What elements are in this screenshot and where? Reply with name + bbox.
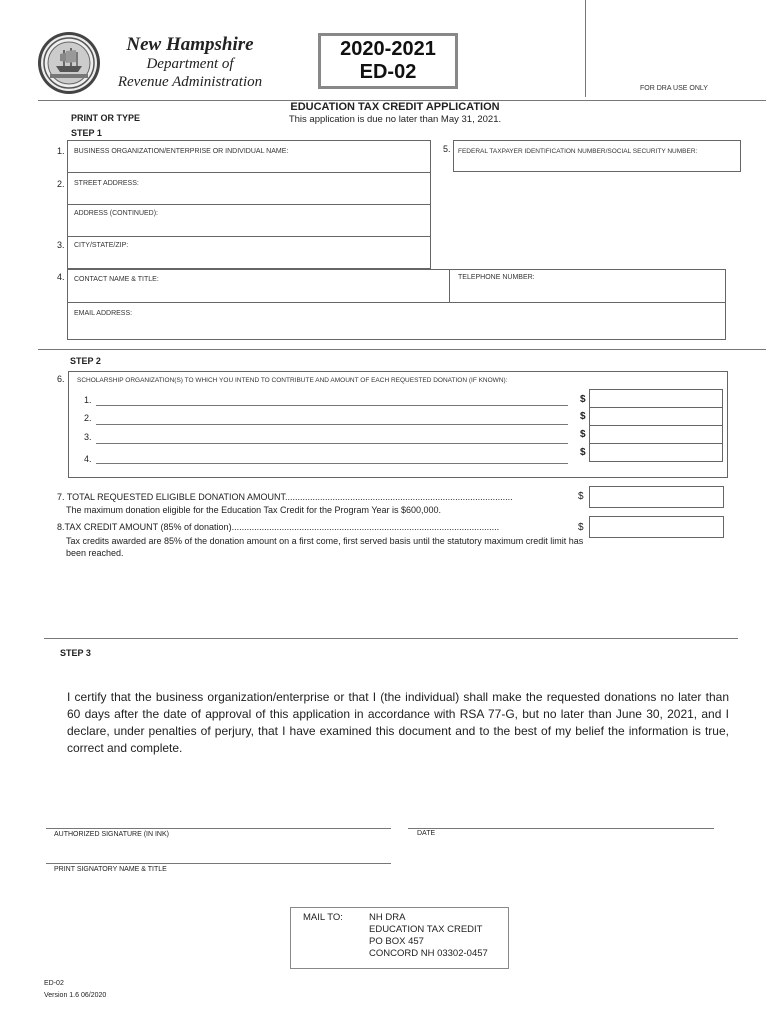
mail-line-2: EDUCATION TAX CREDIT xyxy=(369,924,483,935)
step2-rule xyxy=(38,349,766,350)
scholarship-orgs-label: SCHOLARSHIP ORGANIZATION(S) TO WHICH YOU INTEND TO CONTRIBUTE AND AMOUNT OF EACH REQUESTED DONATION (IF KNOWN): xyxy=(77,377,508,384)
date-line[interactable] xyxy=(408,828,714,829)
field-6-number: 6. xyxy=(57,374,65,384)
org-row-1-amount[interactable] xyxy=(589,389,723,408)
dra-box-left-border xyxy=(585,0,586,97)
mail-to-box xyxy=(290,907,509,969)
print-name-line[interactable] xyxy=(46,863,391,864)
form-code: ED-02 xyxy=(359,61,417,83)
street-address-label: STREET ADDRESS: xyxy=(74,180,139,187)
line8-dollar: $ xyxy=(578,522,584,533)
telephone-field[interactable] xyxy=(449,269,726,303)
form-title: EDUCATION TAX CREDIT APPLICATION xyxy=(290,101,500,113)
org-row-3-number: 3. xyxy=(84,432,92,442)
mail-address xyxy=(369,912,488,960)
federal-tin-label: FEDERAL TAXPAYER IDENTIFICATION NUMBER/SOCIAL SECURITY NUMBER: xyxy=(458,148,698,155)
signature-line[interactable] xyxy=(46,828,391,829)
city-state-zip-label: CITY/STATE/ZIP: xyxy=(74,242,129,249)
field-1-number: 1. xyxy=(57,146,65,156)
line8-note: Tax credits awarded are 85% of the donation amount on a first come, first served basis until the statutory maximum credit limit has been reached. xyxy=(66,536,584,558)
dra-use-label: FOR DRA USE ONLY xyxy=(640,85,708,92)
org-row-3-line[interactable] xyxy=(96,443,568,444)
contact-name-label: CONTACT NAME & TITLE: xyxy=(74,276,159,283)
federal-tin-field[interactable] xyxy=(453,140,741,172)
org-row-1-number: 1. xyxy=(84,395,92,405)
step2-label: STEP 2 xyxy=(70,356,101,366)
field-5-number: 5. xyxy=(443,144,451,154)
contact-name-field[interactable] xyxy=(67,269,450,303)
footer-form-code: ED-02 xyxy=(44,980,64,987)
state-seal xyxy=(36,30,102,96)
mail-line-4: CONCORD NH 03302-0457 xyxy=(369,948,488,959)
street-address-field[interactable] xyxy=(67,172,431,205)
org-row-3-dollar: $ xyxy=(580,429,586,440)
org-row-4-amount[interactable] xyxy=(589,443,723,462)
seal-icon xyxy=(36,30,102,96)
field-4-number: 4. xyxy=(57,272,65,282)
org-row-4-line[interactable] xyxy=(96,463,568,464)
business-name-label: BUSINESS ORGANIZATION/ENTERPRISE OR INDIVIDUAL NAME: xyxy=(74,148,289,155)
org-row-1-dollar: $ xyxy=(580,394,586,405)
org-row-2-number: 2. xyxy=(84,413,92,423)
mail-line-1: NH DRA xyxy=(369,912,406,923)
business-name-field[interactable] xyxy=(67,140,431,173)
org-row-4-number: 4. xyxy=(84,454,92,464)
line8-label: 8.TAX CREDIT AMOUNT (85% of donation)........................................................................................................... xyxy=(57,522,500,532)
mail-line-3: PO BOX 457 xyxy=(369,936,424,947)
line7-dollar: $ xyxy=(578,491,584,502)
org-row-2-amount[interactable] xyxy=(589,407,723,426)
address-continued-label: ADDRESS (CONTINUED): xyxy=(74,210,159,217)
address-continued-field[interactable] xyxy=(67,204,431,237)
mail-to-label: MAIL TO: xyxy=(303,912,343,923)
agency-name: Revenue Administration xyxy=(117,74,263,90)
line7-note: The maximum donation eligible for the Education Tax Credit for the Program Year is $600,000. xyxy=(66,505,442,515)
step3-rule xyxy=(44,638,738,639)
org-row-3-amount[interactable] xyxy=(589,425,723,444)
org-row-2-dollar: $ xyxy=(580,411,586,422)
telephone-label: TELEPHONE NUMBER: xyxy=(458,274,535,281)
org-row-2-line[interactable] xyxy=(96,424,568,425)
email-field[interactable] xyxy=(67,302,726,340)
certification-text: I certify that the business organization/enterprise or that I (the individual) shall make the requested donations no later than 60 days after the date of approval of this application in accordance with RSA 77-G, but no later than June 30, 2021, and I declare, under penalties of perjury, that I have examined this document and to the best of my belief the information is true, correct and complete. xyxy=(67,690,729,755)
field-2-number: 2. xyxy=(57,179,65,189)
department-name: Department of xyxy=(146,56,234,72)
tax-credit-amount[interactable] xyxy=(589,516,724,538)
date-label: DATE xyxy=(417,830,436,837)
print-name-label: PRINT SIGNATORY NAME & TITLE xyxy=(54,866,167,873)
org-row-4-dollar: $ xyxy=(580,447,586,458)
city-state-zip-field[interactable] xyxy=(67,236,431,269)
footer-version: Version 1.6 06/2020 xyxy=(44,992,107,999)
print-or-type: PRINT OR TYPE xyxy=(71,113,141,123)
form-year: 2020-2021 xyxy=(340,38,436,60)
signature-label: AUTHORIZED SIGNATURE (IN INK) xyxy=(54,831,169,838)
form-id-box xyxy=(318,33,458,89)
email-label: EMAIL ADDRESS: xyxy=(74,310,133,317)
org-row-1-line[interactable] xyxy=(96,405,568,406)
field-3-number: 3. xyxy=(57,240,65,250)
step1-label: STEP 1 xyxy=(71,128,102,138)
state-name: New Hampshire xyxy=(126,34,254,55)
total-donation-amount[interactable] xyxy=(589,486,724,508)
due-date-text: This application is due no later than May 31, 2021. xyxy=(288,114,502,125)
step3-label: STEP 3 xyxy=(60,648,91,658)
line7-label: 7. TOTAL REQUESTED ELIGIBLE DONATION AMOUNT........................................................................................... xyxy=(57,492,513,502)
